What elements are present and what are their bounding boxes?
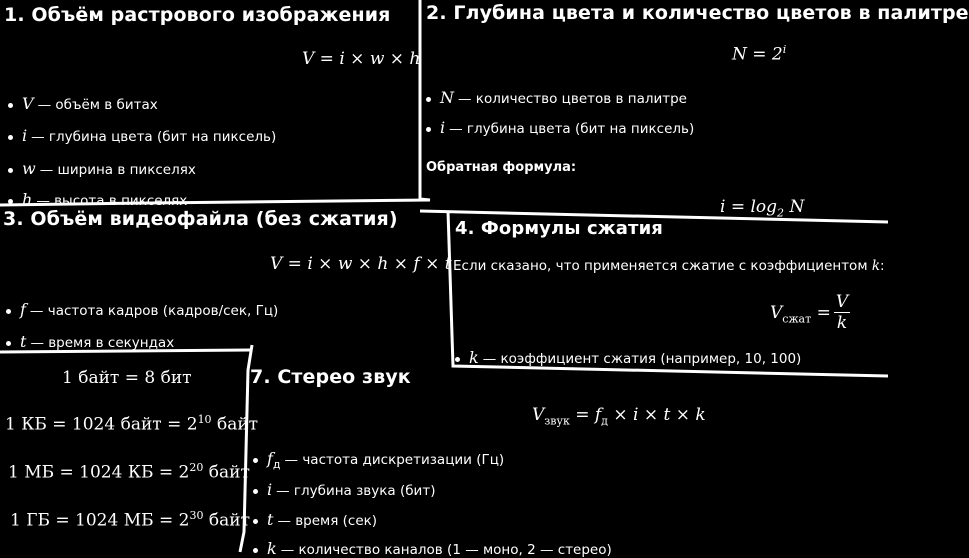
s1-item: V — объём в битах [8, 94, 158, 113]
unit-gb: 1 ГБ = 1024 МБ = $2^{30}$ байт [10, 509, 250, 531]
s4-formula: $V_{сжат}$ = [770, 303, 831, 326]
s1-title: 1. Объём растрового изображения [4, 4, 391, 26]
s7-item: t — время (сек) [253, 510, 377, 529]
s4-intro: Если сказано, что применяется сжатие с коэффициентом k: [453, 258, 885, 274]
bullet-dot [8, 199, 13, 204]
unit-mb: 1 МБ = 1024 КБ = $2^{20}$ байт [8, 461, 250, 483]
s2-formula: $N = 2^i$ [732, 43, 787, 65]
bullet-dot [8, 103, 13, 108]
bullet-dot [253, 489, 258, 494]
bullet-dot [426, 127, 431, 132]
bullet-dot [253, 519, 258, 524]
bullet-dot [426, 97, 431, 102]
s7-formula: $V_{звук} = f_д \times i \times t \times k$ [532, 405, 706, 428]
s2-inverse-formula: $i = \log_2 N$ [720, 197, 805, 220]
bullet-dot [253, 548, 258, 553]
s7-item: $f_д$ — частота дискретизации (Гц) [253, 449, 504, 471]
s3-item: f — частота кадров (кадров/сек, Гц) [6, 300, 278, 319]
unit-byte: 1 байт = 8 бит [62, 368, 192, 388]
s3-item: t — время в секундах [6, 332, 174, 351]
s2-item: i — глубина цвета (бит на пиксель) [426, 118, 694, 137]
s1-item: i — глубина цвета (бит на пиксель) [8, 126, 276, 145]
s7-title: 7. Стерео звук [250, 366, 411, 388]
s3-title: 3. Объём видеофайла (без сжатия) [3, 208, 398, 230]
bullet-dot [6, 309, 11, 314]
s2-item: N — количество цветов в палитре [426, 88, 687, 107]
s1-item: w — ширина в пикселях [8, 159, 196, 178]
bullet-dot [455, 357, 460, 362]
s3-formula: V = i × w × h × f × t [270, 254, 452, 274]
s4-item: k — коэффициент сжатия (например, 10, 100) [455, 348, 801, 367]
s4-fraction: V k [835, 292, 849, 333]
s7-item: i — глубина звука (бит) [253, 480, 435, 499]
bullet-dot [8, 168, 13, 173]
bullet-dot [253, 458, 258, 463]
bullet-dot [8, 135, 13, 140]
s1-formula: V = i × w × h [302, 49, 421, 69]
s7-item: k — количество каналов (1 — моно, 2 — стерео) [253, 539, 612, 558]
s2-inverse-label: Обратная формула: [426, 160, 577, 175]
s2-title: 2. Глубина цвета и количество цветов в палитре [426, 2, 969, 24]
s1-item: h — высота в пикселях [8, 190, 187, 209]
bullet-dot [6, 341, 11, 346]
unit-kb: 1 КБ = 1024 байт = $2^{10}$ байт [5, 413, 259, 435]
s4-title: 4. Формулы сжатия [455, 218, 663, 239]
